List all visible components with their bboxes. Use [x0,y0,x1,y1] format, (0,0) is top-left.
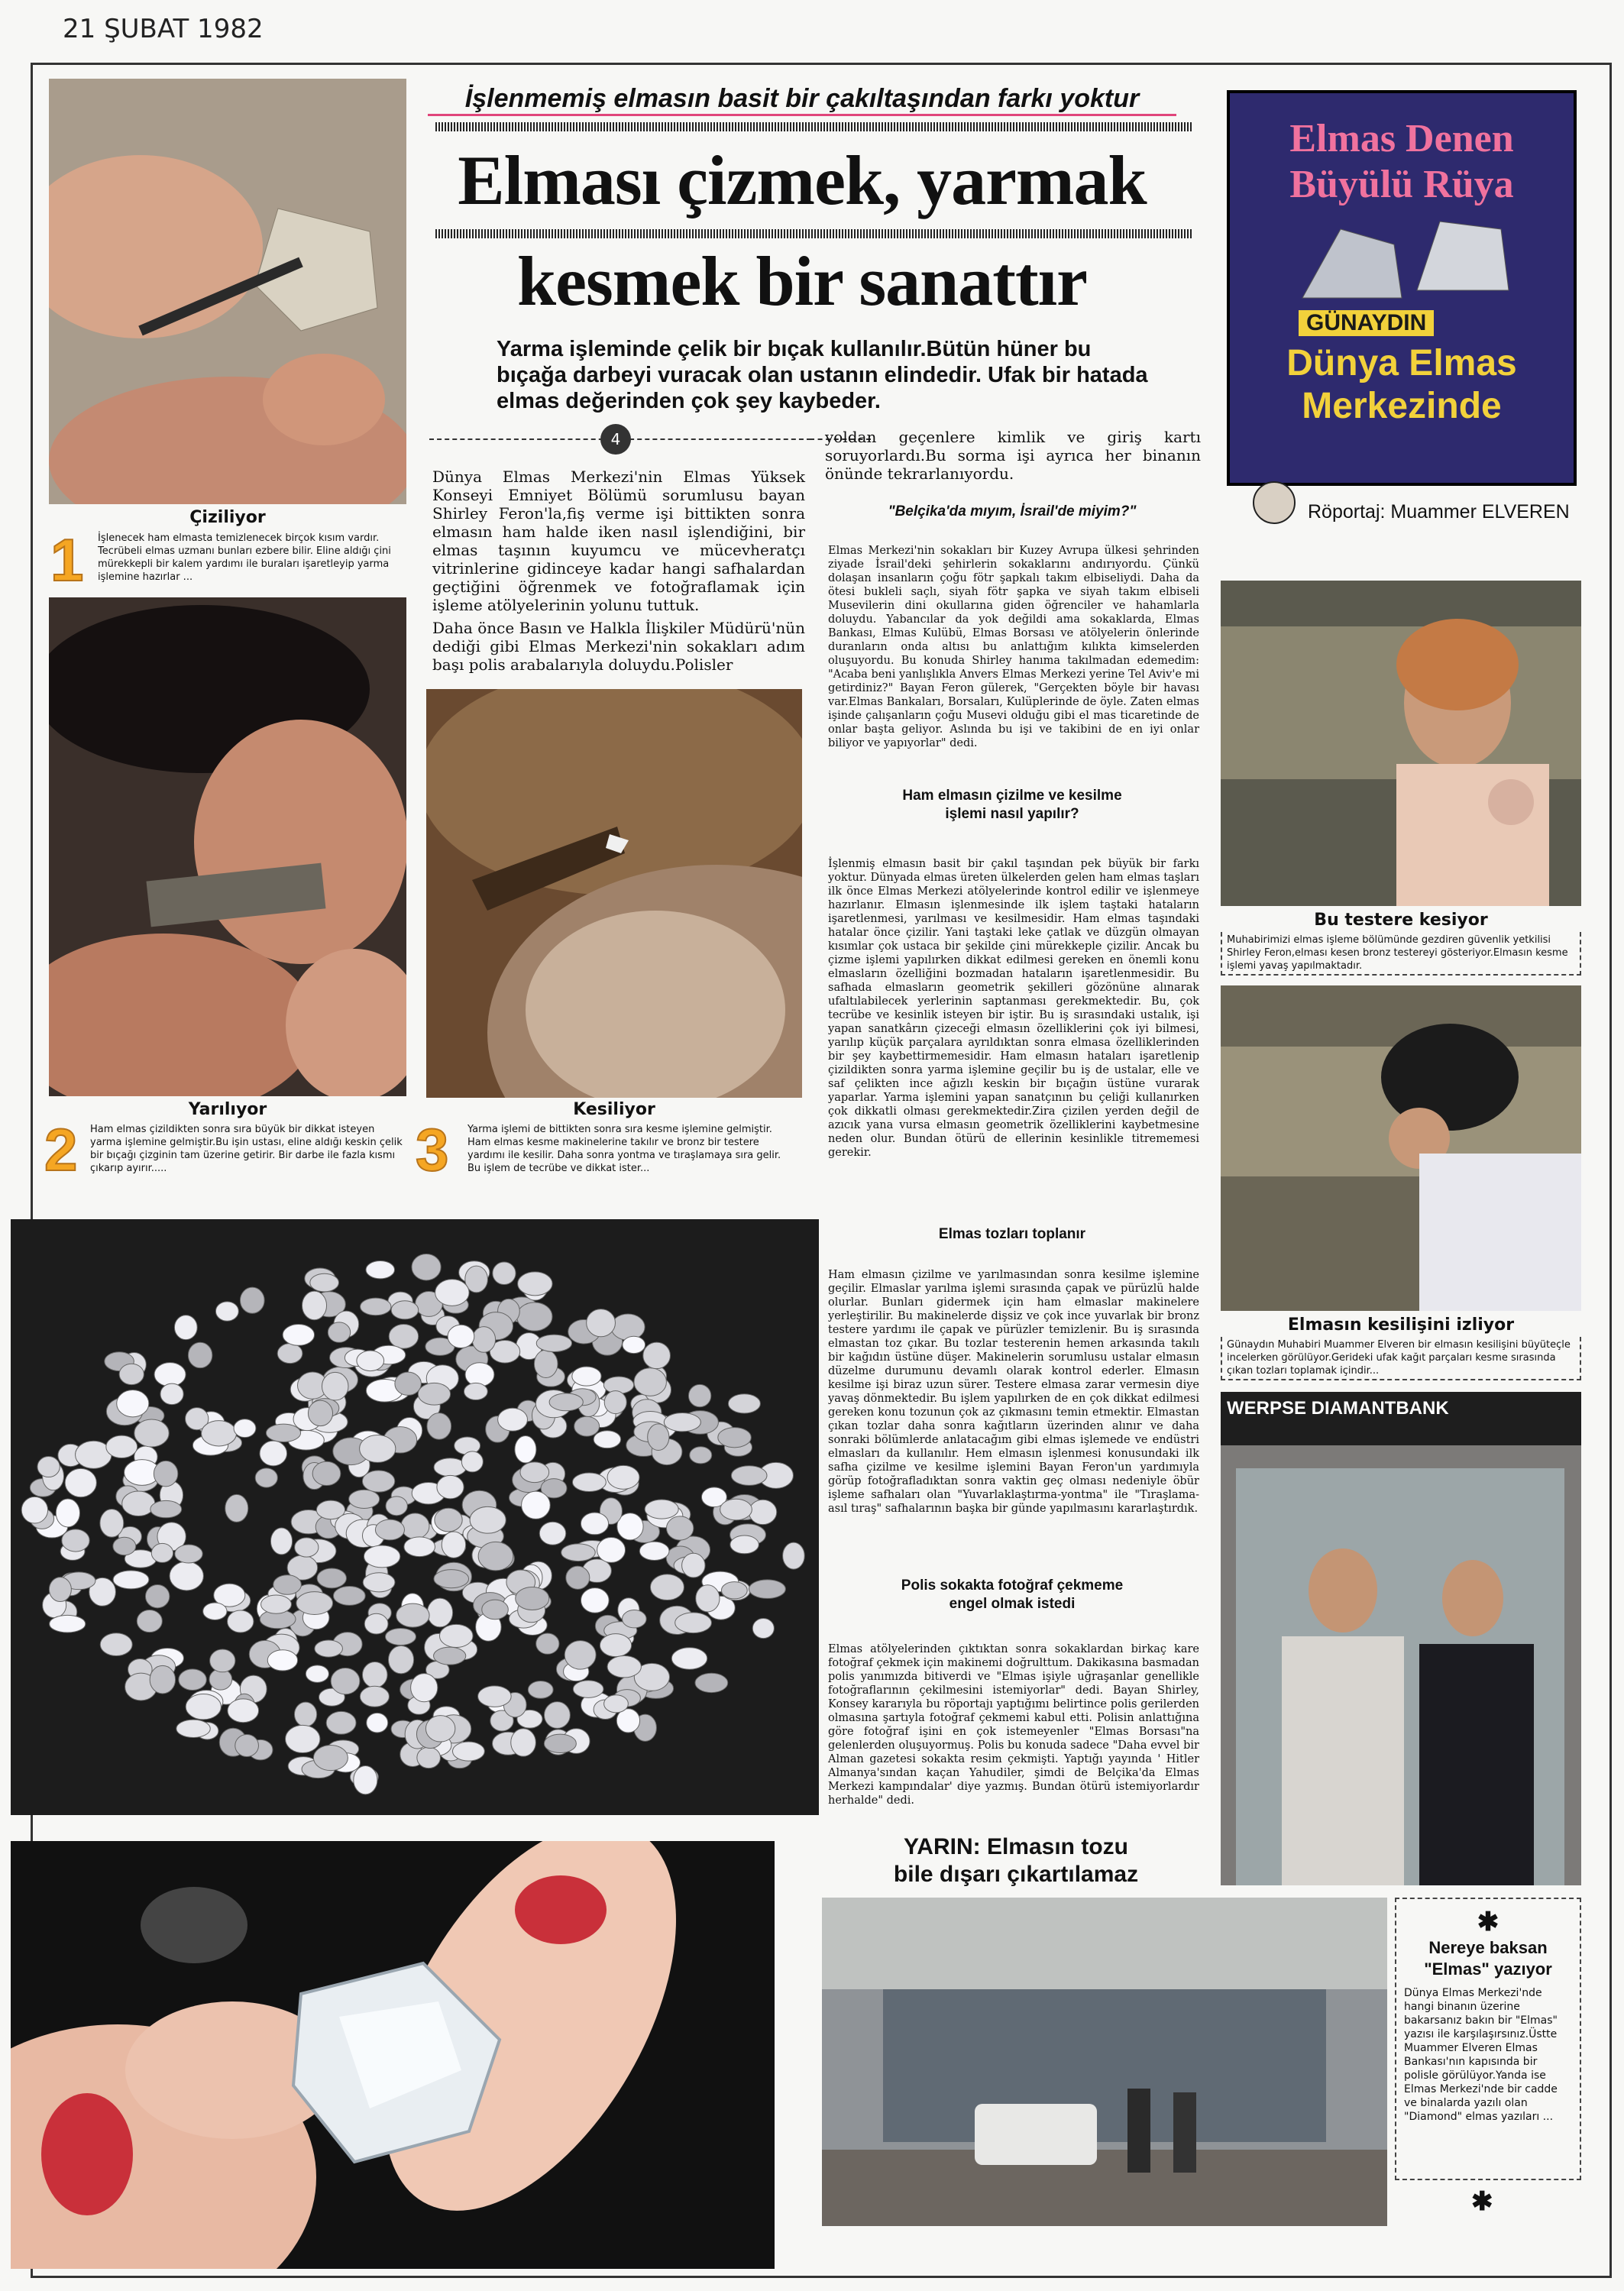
diamond-stone [385,1628,416,1645]
diamond-stone [65,1468,96,1497]
diamond-stone [188,1342,212,1367]
diamond-stone [375,1519,404,1540]
diamond-stone [515,1436,536,1463]
diamond-stone [690,1447,712,1464]
diamond-stone [240,1287,264,1313]
diamond-stone [117,1390,149,1417]
diamond-stone [597,1538,626,1563]
headline-rule-top [435,122,1192,131]
diamond-stone [675,1613,712,1633]
headline-line1: Elması çizmek, yarmak [458,141,1147,219]
subhead-dust: Elmas tozları toplanır [938,1226,1086,1242]
diamond-stone [611,1314,645,1340]
lead-paragraph-2: Daha önce Basın ve Halkla İlişkiler Müdürü'nün dediği gibi Elmas Merkezi'nin sokakları adım başı polis arabalarıyla doluydu.Polisler [432,619,805,674]
diamond-stone [122,1491,155,1516]
diamond-stone [511,1729,536,1756]
diamond-stone [539,1522,566,1545]
step1-caption: İşlenecek ham elmasta temizlenecek birçok kısım vardır. Tecrübeli elmas uzmanı bunları ezbere bilir. Eline aldığı çini mürekkepli bir kalem yardımı ile buraları işaretleyip yarma işlemine hazırlar ... [98,532,391,583]
diamond-stone [234,1419,256,1438]
diamond-stone [561,1544,596,1561]
diamond-stone [267,1650,297,1671]
diamond-stone [357,1351,384,1371]
diamond-stone [228,1610,254,1632]
diamond-stone [411,1674,438,1702]
diamond-stone [573,1681,603,1698]
diamond-stone [730,1535,759,1554]
diamond-stone [396,1603,429,1627]
diamond-stone [607,1465,639,1489]
diamond-stone [720,1499,752,1520]
diamond-stone [391,1301,419,1319]
diamond-stone [386,1497,407,1516]
diamond-stone [544,1702,570,1729]
step1-number: 1 [50,526,84,594]
diamond-stone [604,1695,629,1713]
diamond-stone [270,1528,292,1555]
diamond-stone [549,1393,583,1411]
diamond-stone [404,1537,435,1557]
diamond-stone [225,1494,248,1522]
diamond-stone [113,1537,136,1555]
diamond-stone [134,1419,169,1447]
diamond-stone [623,1336,645,1353]
diamond-stone [417,1747,441,1768]
diamond-stone [322,1372,348,1400]
asterisk-icon: ✱ [1477,1907,1499,1937]
side-box-title: Nereye baksan "Elmas" yazıyor [1424,1938,1552,1979]
diamond-stone [331,1668,360,1694]
diamond-stone [634,1368,666,1396]
series-sub-2: Merkezinde [1302,386,1502,426]
diamond-stone [179,1669,206,1691]
diamond-stone [478,1542,513,1570]
diamond-stone [470,1506,506,1533]
diamond-stone [664,1413,700,1432]
diamond-stone [306,1665,328,1682]
diamond-stone [317,1568,346,1588]
diamond-stone [534,1350,558,1377]
diamond-stone [572,1473,606,1492]
diamond-stone [749,1580,786,1599]
diamond-stone [261,1595,292,1613]
asterisk-icon-bottom: ✱ [1471,2186,1493,2217]
diamond-stone [425,1716,455,1742]
diamond-stone [296,1592,333,1615]
diamond-stone [313,1745,348,1770]
diamond-stone [302,1291,326,1320]
diamond-stone [360,1435,396,1462]
diamond-stone [581,1588,610,1613]
diamond-stone [465,1363,494,1387]
diamond-stone [151,1543,173,1562]
photo-cutting-diamond [426,689,802,1098]
diamond-stone [326,1711,356,1734]
diamond-stone [682,1553,705,1577]
diamond-stone [427,1598,452,1627]
diamond-stone [255,1468,277,1487]
diamond-stone [174,1315,197,1340]
diamond-stone [671,1648,707,1669]
diamond-stone [452,1742,484,1761]
diamond-stone [518,1272,552,1296]
diamond-stone [688,1384,710,1406]
series-title-2: Büyülü Rüya [1289,163,1514,206]
diamond-stone [565,1641,596,1670]
diamond-stone [389,1324,419,1348]
diamond-stone [461,1451,483,1472]
diamond-stone [154,1363,186,1387]
text-belcika: Elmas Merkezi'nin sokakları bir Kuzey Avrupa ülkesi şehrinden ziyade İsrail'deki şehirlerin sokaklarını andırıyordu. Çünkü dolaşan insanların çoğu fötr şapkalı takım elbiseliydi. Daha da ötesi bukleli saçlı, siyah fötr şapka ve siyah takım elbiseli Musevilerin dini okullarına giden öğrenciler ve hahamlarla doluydu. Yabancılar da yok değildi ama sokaklarda, Elmas Bankası, Elmas Kulübü, Elmas Borsası ve atölyelerin önlerinde duranların onda altısı bu anlattığım kılıkta kimselerden oluşuyordu. Bu konuda Shirley hanıma takılmadan edemedim: "Acaba beni yanlışlıkla Anvers Elmas Merkezi yerine Tel Aviv'e mi getirdiniz?" Bayan Feron gülerek, "Gerçekten böyle bir havası var.Elmas Bankaları, Borsaları, Kulüplerinde de öyle. Zaten elmas işinde çalışanların çoğu Musevi olduğu gibi el mas ticaretinde de onlar başta geliyor. Aslında bu işi ve takibini de en iyi onlar biliyor ve yapıyorlar" dedi. [828,545,1199,749]
diamond-stone [286,1725,320,1752]
diamond-stone [315,1640,343,1657]
diamond-stone [215,1302,238,1321]
step2-caption: Ham elmas çizildikten sonra sıra büyük bir dikkat isteyen yarma işlemine gelmiştir.Bu işin ustası, eline aldığı keskin çelik bir bıçağı çizginin tam üzerine getirir. Bir darbe ile fazla kısmı çıkarıp ayırır..... [90,1124,403,1174]
headline-line2: kesmek bir sanattır [517,242,1087,320]
brand-label: GÜNAYDIN [1299,310,1434,336]
diamond-stone [137,1610,162,1632]
diamond-stone [498,1408,528,1431]
diamond-stone [37,1457,60,1477]
byline: Röportaj: Muammer ELVEREN [1308,501,1570,523]
step2-number: 2 [44,1116,78,1183]
diamond-stone [363,1573,395,1592]
subhead-police: Polis sokakta fotoğraf çekmeme engel olmak istedi [901,1577,1124,1612]
step3-number: 3 [416,1116,449,1183]
diamond-stone [731,1466,767,1486]
tomorrow-line2: bile dışarı çıkartılamaz [893,1862,1139,1887]
lead-paragraph: Dünya Elmas Merkezi'nin Elmas Yüksek Konseyi Emniyet Bölümü sorumlusu bayan Shirley Feron'la,fiş verme işi bittikten sonra elmasın ham halde iken nasıl işlendiğini, bir elmas taşının kuyumcu ve mücevheratçı vitrinlerine gidinceye kadar hangi safhalardan geçtiğini öğrenmek ve fotoğraflamak için işleme atölyelerinin yolunu tuttuk. [432,468,805,614]
diamond-stone [277,1344,302,1364]
diamond-stone [283,1325,314,1346]
diamond-stone [366,1261,395,1279]
diamond-stone [721,1582,747,1599]
diamond-stone [522,1491,551,1519]
photo-raw-diamond-hand [11,1841,775,2269]
diamond-stone [119,1364,144,1384]
diamond-stone [349,1490,380,1508]
diamond-stone [49,1577,71,1602]
diamond-stone [160,1383,183,1405]
side-box-text: Dünya Elmas Merkezi'nde hangi binanın üzerine bakarsanız bakın bir "Elmas" yazısı ile karşılaşırsınız.Üstte Muammer Elveren Elmas Bankası'nın kapısında bir polisle görülüyor.Yanda ise Elmas Merkezi'nde bir cadde ve binalarda yazılı olan "Diamond" elmas yazıları ... [1404,1987,1558,2123]
diamond-stone [442,1532,465,1558]
series-diamonds-image [1287,214,1516,306]
diamond-stone [113,1571,149,1589]
side-box [1395,1898,1581,2180]
photo-marking-diamond [49,79,406,504]
diamond-stone [600,1634,631,1657]
diamond-stone [604,1391,626,1414]
subhead-process: Ham elmasın çizilme ve kesilme işlemi nasıl yapılır? [902,788,1122,822]
diamond-stone [448,1325,474,1348]
diamond-stone [516,1587,549,1610]
diamond-stone [650,1574,684,1600]
diamond-stone [643,1342,671,1369]
diamond-stone [607,1656,641,1678]
kicker: İşlenmemiş elmasın basit bir çakıltaşından farkı yoktur [428,84,1176,116]
diamond-stone [437,1475,464,1498]
subhead-belcika: "Belçika'da mıyım, İsrail'de miyim?" [888,503,1137,519]
diamond-stone [435,1508,462,1532]
diamond-stone [728,1394,760,1413]
diamond-stone [439,1624,473,1647]
diamond-stone [623,1610,647,1628]
diamond-stone [106,1435,137,1458]
photo-diamond-pile [11,1219,819,1815]
series-sub-1: Dünya Elmas [1286,343,1517,383]
diamond-stone [175,1545,202,1563]
text-process: İşlenmiş elmasın basit bir çakıl taşından pek büyük bir farkı yoktur. Dünyada elmas üreten ülkelerden gelen ham elmas taşları ilk önce Elmas Merkezi atölyelerinde kontrol edilir ve işlenmeye hazırlanır. Elmasın işlenmesinde ilk işlem taştaki hataların işaretlenmesi, yarılması ve kesilmesidir. Ham elmas taşındaki hatalar önce çizilir. Yani taştaki leke çatlak ve düzgün olmayan kısımlar çok ustaca bir şekilde çini mürekkeple çizilir. Ancak bu çizme işlemi yapılırken dikkat edilmesi gereken en önemli konu elmasların özelliğini bozmadan hataların işaretlenmesidir. Bu safhada elmasların geometrik şekilleri gözönüne alınarak ufaltılabilecek yerlerinin saptanması gerekmektedir. Bu, çok tecrübe ve kesinlik isteyen bir iştir. Bu iş sırasındaki ustalık, işi yapan sanatkârın çizeceği elmasın özelliklerini çok iyi bilmesi, yarılıp küçük parçalara ayrıldıktan sonra elmasa özelliklerinden bir şey kaybettirmemesidir. Ham elmasın hataları işaretlenip çizildikten sonra yarma işlemine geçilir bu iş de ustalar, elle ve saf çelikten ince ağızlı keskin bir bıçağın üstüne vurarak yaparlar. Yarma işlemini yapan sanatçının bu çeliği kullanırken çok dikkatli olması gerekmektedir.Zira çizilen yerden değil de azıcık yana vursa elmasın geometrik özelliklerini kaybetmesine neden olur. Bundan ötürü de ellerinin kesinlikle titrememesi gerekir. [828,858,1199,1159]
diamond-stone [388,1645,413,1674]
diamond-stone [186,1694,221,1719]
diamond-stone [412,1254,441,1280]
step3-caption: Yarma işlemi de bittikten sonra sıra kesme işlemine gelmiştir. Ham elmas kesme makinelerine takılır ve bronz bir testere yardımı ile kesilir. Daha sonra yontma ve tıraşlamaya sıra gelir. Bu işlem de tecrübe ve dikkat ister... [467,1124,781,1174]
diamond-stone [587,1309,616,1337]
deck: Yarma işleminde çelik bir bıçak kullanılır.Bütün hüner bu bıçağa darbeyi vuracak olan ustanın elindedir. Ufak bir hatada elmas değerinden çok şey kaybeder. [497,337,1148,413]
diamond-stone [528,1681,553,1698]
diamond-stone [544,1734,576,1752]
headline-rule-mid [435,229,1192,238]
diamond-stone [517,1302,552,1331]
diamond-stone [482,1600,509,1620]
diamond-stone [718,1428,752,1448]
series-number-badge: 4 [600,424,631,455]
diamond-stone [395,1372,422,1395]
diamond-stone [749,1500,776,1524]
diamond-stone [572,1367,601,1386]
diamond-stone [401,1513,429,1539]
diamond-stone [434,1647,466,1665]
diamond-stone [100,1633,132,1656]
text-police: Elmas atölyelerinden çıktıktan sonra sokaklardan birkaç kare fotoğraf çekmek için makinemi doğrulttum. Dakikasına basmadan polis yanımızda bitiverdi ve "Elmas işiyle uğraşanlar genellikle fotoğraflarının çekilmesini istemiyorlar" dedi. Bayan Shirley, Konsey kararıyla bu röportajı yaptığımı belirtince polis gerilerden olmasına şartıyla fotoğraf çekmemi kabul etti. Polisin anlattığına göre fotoğraf işini en çok istemeyenler "Elmas Borsası"na gelenlerden oluşuyormuş. Polis bu konuda sadece "Daha evvel bir Alman gazetesi sokakta resim çekmişti. Yaptığı yayında ' Hitler Almanya'sından kaçan Yahudiler, şimdi de Belçika'da Elmas Merkezi kampındalar' diye yazmış. Bundan ötürü istemiyorlardır herhalde" dedi. [828,1643,1199,1807]
diamond-stone [362,1662,387,1688]
diamond-stone [752,1618,774,1638]
col3-intro: yoldan geçenlere kimlik ve giriş kartı soruyorlardı.Bu sorma işi ayrıca her binanın önünde tekrarlanıyordu. [825,428,1201,483]
diamond-stone [645,1500,678,1519]
diamond-stone [520,1462,549,1483]
diamond-stone [367,1713,388,1733]
diamond-stone [56,1499,79,1527]
diamond-stone [21,1497,47,1523]
photo-reporter-loupe [1221,985,1581,1311]
series-box [1227,90,1577,486]
diamond-stone [666,1516,693,1540]
diamond-stone [354,1765,377,1794]
photo-street [822,1898,1387,2226]
diamond-stone [536,1633,559,1654]
diamond-stone [364,1545,400,1568]
diamond-stone [566,1566,590,1589]
step1-title: Çiziliyor [189,508,266,527]
diamond-stone [648,1424,669,1451]
step3-title: Kesiliyor [573,1100,655,1119]
diamond-stone [328,1322,350,1342]
right-photo1-caption: Muhabirimizi elmas işleme bölümünde gezdiren güvenlik yetkilisi Shirley Feron,elması kesen bronz testereyi gösteriyor.Elmasın kesme işlemi yavaş yapılmaktadır. [1221,932,1581,976]
diamond-stone [150,1665,175,1694]
diamond-stone [210,1649,235,1672]
diamond-stone [696,1585,720,1612]
diamond-stone [574,1416,600,1436]
diamond-stone [478,1686,512,1707]
diamond-stone [333,1587,365,1606]
diamond-stone [364,1613,388,1634]
diamond-stone [154,1461,177,1486]
bank-sign-text: WERPSE DIAMANTBANK [1227,1398,1449,1419]
diamond-stone [639,1542,669,1560]
diamond-stone [464,1383,487,1400]
diamond-stone [783,1542,805,1569]
diamond-stone [294,1702,316,1726]
tomorrow-line1: YARIN: Elmasın tozu [904,1834,1128,1859]
diamond-stone [228,1699,259,1723]
diamond-stone [310,1273,339,1292]
diamond-stone [362,1471,394,1492]
diamond-stone [145,1585,169,1608]
diamond-stone [260,1441,287,1466]
diamond-stone [581,1513,608,1535]
right-photo2-caption: Günaydın Muhabiri Muammer Elveren bir elmasın kesilişini büyüteçle incelerken görülüyor.Gerideki ufak kağıt parçaları kesme sırasında çıkan tozları toplamak içindir... [1221,1337,1581,1380]
photo-reporter-police [1221,1392,1581,1885]
diamond-stone [435,1280,470,1306]
diamond-stone [418,1383,450,1405]
diamond-stone [536,1335,571,1351]
diamond-stone [273,1575,302,1595]
diamond-stone [176,1720,210,1737]
reporter-avatar [1253,481,1296,524]
text-dust: Ham elmasın çizilme ve yarılmasından sonra kesilme işlemine geçilir. Elmaslar yarılma işlemi sırasında çapak ve pürüzlü halde olurlar. Bunları gidermek için ham elmaslar makinelere yerleştirilir. Bu makinelerde dişsiz ve çok ince yuvarlak bir bronz testere yardımı ile çapak ve pürüzler temizlenir. Bu iş sırasında elmastan toz çıkar. Bu tozlar testerenin hemen arkasında takılı bir kağıdın üstüne düşer. Makinelerin sorumlusu ustalar elmasın düzelme durumunu devamlı olarak kontrol ederler. Elmasın kesilme işi biraz uzun sürer. Testere elmasa zarar vermesin diye yavaş dönmektedir. Bu işlem yapılırken de en çok dikkat edilmesi gereken konu tozunun çok az çıkmasını temin etmektir. Elmastan çıkan tozlar daha sonra kağıtların üzerinden alınır ve daha sonraki bölümlerde anlatacağım gibi elmas işlemede ve endüstri elmasları da kullanılır. Hem elmasın işlenmesi konusundaki ilk safha çizilme ve kesilme işlemini Bayan Feron'un yardımıyla görüp fotoğrafladıktan sonra vaktin geç olması nedeniyle öbür işleme safhaları olan "Yuvarlaklaştırma-yontma" ile "Tıraşlama-asıl tıraş" safhalarının başka bir günde yapılmasını kararlaştırdık. [828,1269,1199,1515]
series-title-1: Elmas Denen [1289,117,1514,160]
diamond-stone [100,1510,124,1538]
page-date: 21 ŞUBAT 1982 [63,14,264,44]
diamond-stone [50,1615,86,1632]
diamond-stone [62,1529,89,1552]
diamond-stone [434,1570,469,1588]
diamond-stone [308,1400,332,1425]
diamond-stone [150,1500,182,1517]
diamond-stone [202,1421,237,1446]
diamond-stone [295,1538,319,1557]
diamond-stone [235,1735,259,1757]
photo-splitting-diamond [49,597,406,1096]
diamond-stone [427,1413,451,1440]
photo-shirley-feron [1221,581,1581,906]
diamond-stone [493,1262,516,1285]
right-photo2-title: Elmasın kesilişini izliyor [1287,1315,1515,1335]
diamond-stone [361,1298,391,1315]
diamond-stone [170,1561,203,1590]
step2-title: Yarılıyor [188,1100,267,1119]
diamond-stone [312,1461,341,1485]
diamond-stone [695,1673,728,1692]
diamond-stone [594,1431,621,1448]
diamond-stone [472,1327,495,1353]
right-photo1-title: Bu testere kesiyor [1314,911,1488,930]
diamond-stone [266,1424,300,1442]
diamond-stone [203,1603,227,1620]
diamond-stone [360,1686,389,1707]
